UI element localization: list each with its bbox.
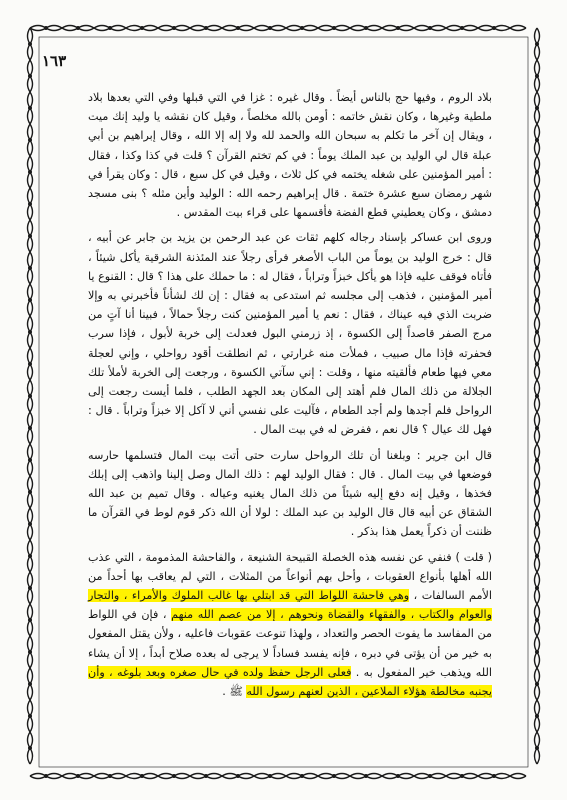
paragraph: [88, 446, 492, 542]
border-knot: [29, 427, 32, 430]
border-knot: [237, 27, 240, 30]
border-knot: [29, 491, 32, 494]
border-knot: [29, 43, 32, 46]
border-knot: [29, 363, 32, 366]
border-knot: [29, 203, 32, 206]
border-knot: [461, 27, 464, 30]
text-segment: وروى ابن عساكر بإسناد رجاله كلهم ثقات عن عبد الرحمن بن يزيد بن جابر عن أبيه ، قال : خرج الوليد بن يوماً من الباب الأصغر فرأى رجلاً عند المئذنة الشرقية يأكل شيئاً ، فأتاه فوقف عليه فإذا هو يأكل خبزاً وتراباً ، فقال له : ما حملك على هذا ؟ قال : القنوع يا أمير المؤمنين ، فذهب إلى مجلسه ثم استدعى به فقال : إن لك لشأناً فأخبرني به وإلا ضربت الذي فيه عيناك ، فقال : نعم يا أمير المؤمنين كنت رجلاً حمالاً ، فبينا أنا آتٍ من مرج الصفر قاصداً إلى الكسوة ، إذ زرمني البول فعدلت إلى خربة لأبول ، فإذا سرب فحفرته فإذا مال صبيب ، فملأت منه غرارتي ، ثم انطلقت أقود رواحلي ، وإني لعجلة معي فيها طعام فألقيته منها ، وقلت : إني سآتي الكسوة ، ورجعت إلى الخربة لأملأ تلك الجلالة من ذلك المال فلم أهتد إلى المكان بعد الجهد الطلب ، فلما أيست رجعت إلى الرواحل فلم أجدها ولم أجد الطعام ، فآليت على نفسي أني لا آكل إلا خبزاً وتراباً . قال : فهل لك عيال ؟ قال نعم ، ففرض له في بيت المال .: [88, 231, 492, 437]
border-knot: [29, 587, 32, 590]
border-knot: [77, 27, 80, 30]
border-knot: [301, 27, 304, 30]
border-knot: [29, 715, 32, 718]
text-segment: ﷺ .: [222, 685, 247, 699]
border-knot: [45, 27, 48, 30]
border-knot: [536, 619, 539, 622]
border-knot: [536, 43, 539, 46]
border-knot: [429, 27, 432, 30]
border-knot: [536, 75, 539, 78]
border-knot: [536, 107, 539, 110]
border-knot: [536, 299, 539, 302]
paragraph: [88, 88, 492, 222]
border-knot: [301, 775, 304, 778]
border-knot: [365, 27, 368, 30]
border-knot: [536, 171, 539, 174]
border-knot: [429, 775, 432, 778]
text-segment: بلاد الروم ، وفيها حج بالناس أيضاً . وقال غيره : غزا في التي قبلها وفي التي بعدها بلاد ملطية وغيرها ، وكان نقش خاتمه : أومن بالله مخلصاً ، وقيل كان نقشه يا وليد إنك ميت ، ويقال إن آخر ما تكلم به سبحان الله والحمد لله ولا إله إلا الله ، وقال إبراهيم بن أبي عبلة قال لي الوليد بن عبد الملك يوماً : في كم تختم القرآن ؟ قلت في كذا وكذا ، فقال : أمير المؤمنين على شغله يختمه في كل ثلاث ، وقيل في كل سبع ، قال : وكان يقرأ في شهر رمضان سبع عشرة ختمة . قال إبراهيم رحمه الله : الوليد وأين مثله ؟ بنى مسجد دمشق ، وكان يعطيني قطع الفضة فأقسمها على قراء بيت المقدس .: [88, 91, 492, 220]
border-knot: [397, 27, 400, 30]
paragraph: [88, 548, 492, 702]
text-segment: قال ابن جرير : وبلغنا أن تلك الرواحل سارت حتى أتت بيت المال فتسلمها حارسه فوضعها في بيت المال . قال : فقال الوليد لهم : ذلك المال وصل إلينا واذهب إلى إبلك فخذها ، وقيل إنه دفع إليه شيئاً من ذلك المال يغنيه وعياله . وقال تميم بن عبد الله الشقاق عن أبيه قال قال الوليد بن عبد الملك : لولا أن الله ذكر قوم لوط في القرآن ما ظننت أن ذكراً يعمل هذا بذكر .: [88, 448, 492, 539]
border-knot: [205, 775, 208, 778]
highlighted-text: فعلى الرجل حفظ ولده في حال صغره وبعد بلوغه ، وأن يجنبه مخالطة هؤلاء الملاعين ، الذين لعنهم رسول الله: [88, 665, 492, 699]
border-knot: [205, 27, 208, 30]
border-knot: [333, 27, 336, 30]
border-knot: [536, 491, 539, 494]
border-knot: [461, 775, 464, 778]
border-knot: [536, 683, 539, 686]
border-knot: [77, 775, 80, 778]
border-knot: [29, 651, 32, 654]
border-knot: [536, 715, 539, 718]
border-knot: [536, 587, 539, 590]
border-knot: [29, 267, 32, 270]
border-knot: [173, 27, 176, 30]
border-knot: [29, 107, 32, 110]
border-knot: [536, 267, 539, 270]
border-knot: [536, 651, 539, 654]
page-number: ١٦٣: [42, 52, 67, 70]
border-knot: [141, 27, 144, 30]
text-segment: ، فإن في اللواط من المفاسد ما يفوت الحصر والتعداد ، ولهذا تنوعت عقوبات فاعليه ، ولأن يقتل المفعول به خير من أن يؤتى في دبره ، فإنه يفسد فساداً لا يرجى له بعده صلاح أبداً ، إلا أن يشاء الله ويذهب خير المفعول به .: [88, 608, 492, 679]
border-knot: [173, 775, 176, 778]
highlighted-text: وهي فاحشة اللواط التي قد ابتلي بها غالب الملوك والأمراء ، والتجار والعوام والكتاب ، والفقهاء والقضاة ونحوهم ، إلا من عصم الله منهم: [88, 589, 493, 622]
border-knot: [29, 331, 32, 334]
border-knot: [29, 75, 32, 78]
border-knot: [397, 775, 400, 778]
border-knot: [29, 395, 32, 398]
border-knot: [536, 395, 539, 398]
border-knot: [29, 683, 32, 686]
border-knot: [29, 171, 32, 174]
border-knot: [365, 775, 368, 778]
border-knot: [536, 555, 539, 558]
border-knot: [536, 139, 539, 142]
border-knot: [29, 747, 32, 750]
border-knot: [141, 775, 144, 778]
border-knot: [109, 27, 112, 30]
border-knot: [29, 619, 32, 622]
border-knot: [109, 775, 112, 778]
border-knot: [536, 523, 539, 526]
border-knot: [493, 27, 496, 30]
border-knot: [237, 775, 240, 778]
border-knot: [45, 775, 48, 778]
border-knot: [536, 331, 539, 334]
border-knot: [29, 235, 32, 238]
border-knot: [29, 139, 32, 142]
border-knot: [29, 459, 32, 462]
border-knot: [536, 747, 539, 750]
border-knot: [536, 459, 539, 462]
border-knot: [29, 523, 32, 526]
border-knot: [536, 363, 539, 366]
border-knot: [493, 775, 496, 778]
page-body-text: [88, 88, 492, 718]
border-knot: [269, 775, 272, 778]
text-segment: ( قلت ) فنفي عن نفسه هذه الخصلة القبيحة الشنيعة ، والفاحشة المذمومة ، التي عذب الله أهلها بأنواع العقوبات ، وأحل بهم أنواعاً من المثلات ، التي لم يعاقب بها أحداً من الأمم السالفات ،: [88, 550, 492, 603]
border-knot: [29, 299, 32, 302]
border-knot: [29, 555, 32, 558]
border-knot: [333, 775, 336, 778]
paragraph: [88, 228, 492, 439]
border-knot: [269, 27, 272, 30]
border-knot: [536, 235, 539, 238]
border-knot: [536, 427, 539, 430]
border-knot: [536, 203, 539, 206]
